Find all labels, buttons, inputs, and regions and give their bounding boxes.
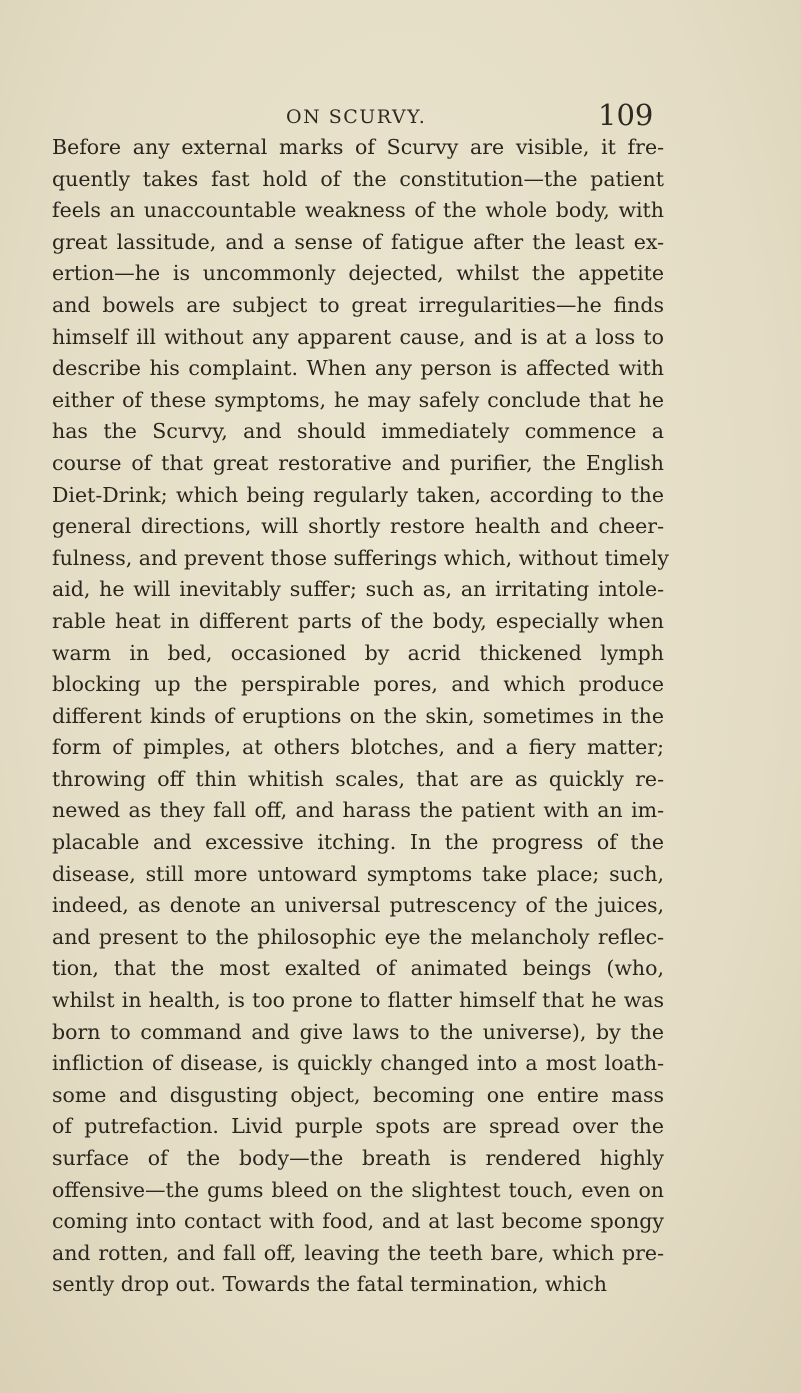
text-line: either of these symptoms, he may safely conclude that he: [52, 387, 664, 412]
text-line: great lassitude, and a sense of fatigue after the least ex-: [52, 229, 664, 254]
text-line: sently drop out. Towards the fatal termination, which: [52, 1272, 608, 1297]
text-line: tion, that the most exalted of animated beings (who,: [52, 956, 664, 981]
text-line: feels an unaccountable weakness of the whole body, with: [52, 198, 664, 223]
text-line: ertion—he is uncommonly dejected, whilst the appetite: [52, 261, 664, 286]
text-line: Diet-Drink; which being regularly taken, according to the: [52, 482, 664, 507]
text-line: of putrefaction. Livid purple spots are spread over the: [52, 1114, 664, 1139]
text-line: quently takes fast hold of the constitution—the patient: [52, 166, 664, 191]
text-line: disease, still more untoward symptoms take place; such,: [52, 861, 664, 886]
text-line: coming into contact with food, and at last become spongy: [52, 1209, 664, 1234]
text-line: blocking up the perspirable pores, and which produce: [52, 672, 664, 697]
text-line: fulness, and prevent those sufferings which, without timely: [52, 545, 670, 570]
text-line: himself ill without any apparent cause, and is at a loss to: [52, 324, 664, 349]
text-line: indeed, as denote an universal putrescency of the juices,: [52, 893, 664, 918]
text-line: warm in bed, occasioned by acrid thickened lymph: [52, 640, 664, 665]
text-line: born to command and give laws to the universe), by the: [52, 1019, 664, 1044]
text-line: and present to the philosophic eye the melancholy reflec-: [52, 924, 664, 949]
text-line: offensive—the gums bleed on the slightest touch, even on: [52, 1177, 664, 1202]
text-line: general directions, will shortly restore health and cheer-: [52, 514, 664, 539]
text-line: placable and excessive itching. In the progress of the: [52, 830, 664, 855]
text-line: infliction of disease, is quickly changed into a most loath-: [52, 1051, 664, 1076]
text-line: Before any external marks of Scurvy are visible, it fre-: [52, 135, 664, 159]
text-line: and rotten, and fall off, leaving the teeth bare, which pre-: [52, 1240, 664, 1265]
text-line: surface of the body—the breath is rendered highly: [52, 1146, 664, 1170]
text-line: rable heat in different parts of the body, especially when: [52, 608, 664, 633]
text-line: throwing off thin whitish scales, that are as quickly re-: [52, 766, 664, 791]
text-line: aid, he will inevitably suffer; such as, an irritating intole-: [52, 577, 664, 602]
text-line: has the Scurvy, and should immediately commence a: [52, 419, 664, 444]
text-line: newed as they fall off, and harass the patient with an im-: [52, 798, 664, 823]
body-paragraph: [52, 132, 670, 1301]
text-line: describe his complaint. When any person is affected with: [52, 356, 664, 381]
text-line: different kinds of eruptions on the skin, sometimes in the: [52, 703, 664, 728]
text-line: some and disgusting object, becoming one entire mass: [52, 1082, 664, 1107]
text-line: course of that great restorative and purifier, the English: [52, 450, 664, 475]
text-line: form of pimples, at others blotches, and a fiery matter;: [52, 735, 664, 760]
running-title: ON SCURVY.: [286, 106, 427, 128]
text-line: and bowels are subject to great irregularities—he finds: [52, 292, 664, 317]
text-line: whilst in health, is too prone to flatter himself that he was: [52, 988, 664, 1013]
page-number: 109: [598, 98, 654, 132]
